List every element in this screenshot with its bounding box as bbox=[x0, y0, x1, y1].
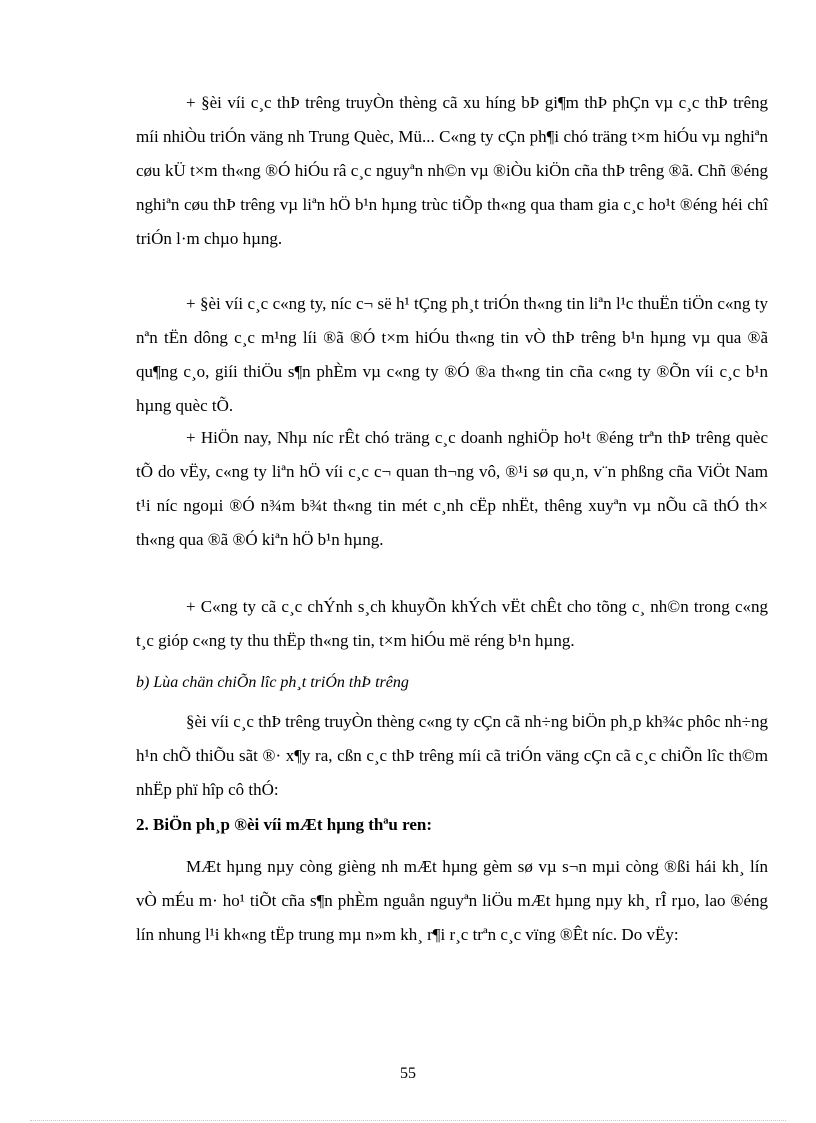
paragraph-strategy: §èi víi c¸c thÞ trêng truyÒn thèng c«ng ty cÇn cã nh÷ng biÖn ph¸p kh¾c phôc nh÷ng h¹n chÕ thiÕu sãt ®· x¶y ra, cßn c¸c thÞ trêng míi cã triÓn väng cÇn cã c¸c chiÕn lîc th©m nhËp phï hîp cô thÓ: bbox=[136, 712, 768, 799]
section-heading-embroidery: 2. BiÖn ph¸p ®èi víi mÆt hµng thªu ren: bbox=[136, 815, 433, 834]
paragraph-information-networks: + §èi víi c¸c c«ng ty, níc c¬ së h¹ tÇng ph¸t triÓn th«ng tin liªn l¹c thuËn tiÖn c«ng ty nªn tËn dông c¸c m¹ng líi ®ã ®Ó t×m hiÓu th«ng tin vÒ thÞ trêng b¹n hµng vµ qua ®ã qu¶ng c¸o, giíi thiÖu s¶n phÈm vµ c«ng ty ®Ó ®a th«ng tin cña c«ng ty ®Õn víi c¸c b¹n hµng quèc tÕ. bbox=[136, 294, 768, 415]
paragraph-state-agencies: + HiÖn nay, Nhµ níc rÊt chó träng c¸c doanh nghiÖp ho¹t ®éng trªn thÞ trêng quèc tÕ do vËy, c«ng ty liªn hÖ víi c¸c c¬ quan th¬ng vô, ®¹i sø qu¸n, v¨n phßng cña ViÖt Nam t¹i níc ngoµi ®Ó n¾m b¾t th«ng tin mét c¸nh cËp nhËt, thêng xuyªn vµ nÕu cã thÓ th× th«ng qua ®ã ®Ó kiªn hÖ b¹n hµng. bbox=[136, 428, 768, 549]
section-heading-strategy: b) Lùa chän chiÕn lîc ph¸t triÓn thÞ trêng bbox=[136, 674, 409, 691]
paragraph-incentive-policy: + C«ng ty cã c¸c chÝnh s¸ch khuyÕn khÝch vËt chÊt cho tõng c¸ nh©n trong c«ng t¸c gióp c«ng ty thu thËp th«ng tin, t×m hiÓu më réng b¹n hµng. bbox=[136, 597, 768, 650]
page-number: 55 bbox=[400, 1065, 416, 1082]
paragraph-traditional-markets: + §èi víi c¸c thÞ trêng truyÒn thèng cã xu híng bÞ gi¶m thÞ phÇn vµ c¸c thÞ trêng míi nhiÒu triÓn väng nh Trung Quèc, Mü... C«ng ty cÇn ph¶i chó träng t×m hiÓu vµ nghiªn cøu kÜ t×m th«ng ®Ó hiÓu râ c¸c nguyªn nh©n vµ ®iÒu kiÖn cña thÞ trêng ®ã. Chñ ®éng nghiªn cøu thÞ trêng vµ liªn hÖ b¹n hµng trùc tiÕp th«ng qua tham gia c¸c ho¹t ®éng héi chî triÓn l·m chµo hµng. bbox=[136, 93, 768, 248]
paragraph-embroidery: MÆt hµng nµy còng gièng nh mÆt hµng gèm sø vµ s¬n mµi còng ®ßi hái kh¸ lín vÒ mÉu m· ho¹ tiÕt cña s¶n phÈm nguån nguyªn liÖu mÆt hµng nµy kh¸ rÎ rµo, lao ®éng lín nhung l¹i kh«ng tËp trung mµ n»m kh¸ r¶i r¸c trªn c¸c vïng ®Êt níc. Do vËy: bbox=[136, 857, 768, 944]
page-bottom-divider bbox=[30, 1120, 786, 1121]
